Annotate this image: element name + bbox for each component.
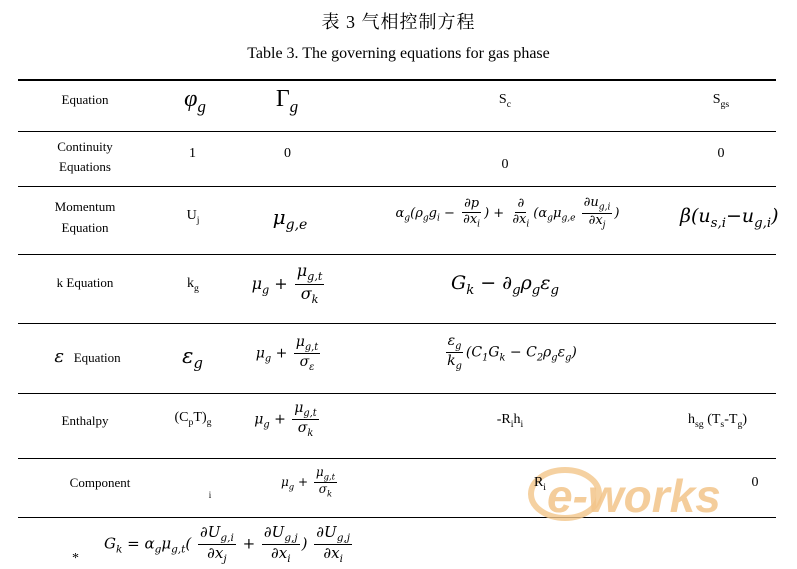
gk-definition-equation: $G_k = \alpha_g\mu_{g,t}$( $\frac{\partial U_{g,i}}{\partial x_j}$ + $\frac{\partial U_{g,j}}{\partial x_i}$ ) $\frac{\partial U_{g,j}}{\partial x_i}$ <box>104 523 351 566</box>
row-enthalpy-sgs: $h_{sg}$ $(T_s-T_g)$ <box>687 412 748 430</box>
header-gamma: $\Gamma_g$ <box>275 86 299 116</box>
header-sc: $S_c$ <box>498 92 512 110</box>
row-continuity-gamma: 0 <box>284 146 291 161</box>
e-works-watermark <box>525 458 775 528</box>
table-caption-en: Table 3. The governing equations for gas phase <box>247 45 550 62</box>
row-continuity-name: Continuity Equations <box>57 139 113 174</box>
row-continuity-phi: 1 <box>189 146 196 161</box>
row-k-gamma: $\mu_g$ + $\frac{\mu_{g,t}}{\sigma_k}$ <box>251 261 323 307</box>
row-momentum-gamma: $\mu_{g,e}$ <box>272 205 308 233</box>
footnote-star: * <box>72 551 79 566</box>
row-momentum-name: Momentum Equation <box>54 199 116 235</box>
row-momentum-phi: $U_j$ <box>186 208 200 226</box>
row-rule <box>18 393 776 394</box>
row-component-gamma: $\mu_g$ + $\frac{\mu_{g,t}}{\sigma_k}$ <box>280 465 336 499</box>
row-k-name: k Equation <box>56 275 114 290</box>
top-rule <box>18 79 776 81</box>
header-equation: Equation <box>61 92 109 107</box>
row-rule <box>18 131 776 132</box>
row-component-sgs: 0 <box>751 475 759 490</box>
row-component-phi: i <box>208 490 212 500</box>
row-epsilon-name: ε Equation <box>54 346 121 367</box>
row-momentum-sc: $\alpha_g(\rho_gg_i$ − $\frac{\partial p}{\partial x_i}$ ) + $\frac{\partial}{\partial x_i}$ ($\alpha_g\mu_{g,e}$ $\frac{\partial u_{g,i}}{\partial x_j}$ ) <box>395 195 620 231</box>
row-epsilon-sc: $\frac{\varepsilon_g}{k_g}$ $(C_1G_k - C_2\rho_g\varepsilon_g)$ <box>447 333 577 372</box>
row-k-sc: $G_k - \partial_g\rho_g\varepsilon_g$ <box>451 272 559 298</box>
row-continuity-sgs: 0 <box>717 146 725 161</box>
row-rule <box>18 323 776 324</box>
header-phi: $\varphi_g$ <box>184 86 206 116</box>
row-rule <box>18 254 776 255</box>
row-enthalpy-gamma: $\mu_g$ + $\frac{\mu_{g,t}}{\sigma_k}$ <box>254 400 317 439</box>
row-component-sc: $R_i$ <box>533 475 547 493</box>
row-enthalpy-name: Enthalpy <box>61 413 109 428</box>
row-k-phi: $k_g$ <box>187 276 199 294</box>
row-enthalpy-phi: $(C_pT)_g$ <box>174 410 212 428</box>
row-enthalpy-sc: $-R_ih_i$ <box>496 412 524 430</box>
header-sgs: $S_{gs}$ <box>712 92 730 110</box>
table-caption-cn: 表 3 气相控制方程 <box>321 12 476 32</box>
row-continuity-sc: 0 <box>501 157 509 172</box>
row-epsilon-gamma: $\mu_g$ + $\frac{\mu_{g,t}}{\sigma_\varepsilon}$ <box>255 334 319 373</box>
row-component-name: Component <box>69 475 131 490</box>
row-rule <box>18 186 776 187</box>
row-momentum-sgs: $\beta(u_{s,i}-u_{g,i})$ <box>680 205 779 231</box>
row-epsilon-phi: $\varepsilon_g$ <box>182 344 203 373</box>
svg-text:e-works: e-works <box>547 470 721 522</box>
